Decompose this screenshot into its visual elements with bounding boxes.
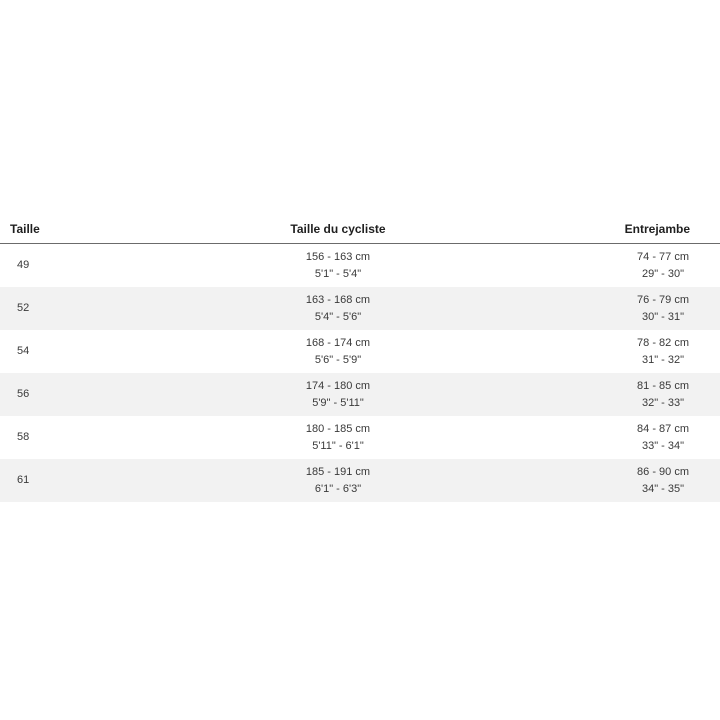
rider-height-cm: 156 - 163 cm bbox=[305, 250, 371, 263]
table-row bbox=[0, 330, 720, 373]
header-size: Taille bbox=[0, 214, 230, 244]
table-row bbox=[0, 244, 720, 288]
table-header-row bbox=[0, 214, 720, 244]
inseam-cm: 78 - 82 cm bbox=[637, 336, 689, 349]
rider-height-ft: 5'6" - 5'9" bbox=[314, 353, 362, 366]
size-chart-table bbox=[0, 214, 720, 502]
size-cell: 58 bbox=[17, 431, 30, 443]
header-rider-height: Taille du cycliste bbox=[230, 214, 446, 244]
rider-height-cell bbox=[230, 244, 446, 288]
rider-height-ft: 6'1" - 6'3" bbox=[314, 482, 362, 495]
size-cell: 49 bbox=[17, 259, 30, 271]
inseam-cm: 81 - 85 cm bbox=[637, 379, 689, 392]
inseam-in: 33" - 34" bbox=[641, 439, 685, 452]
table-row bbox=[0, 373, 720, 416]
table-row bbox=[0, 459, 720, 502]
inseam-cell bbox=[446, 287, 720, 330]
table-row bbox=[0, 287, 720, 330]
rider-height-ft: 5'11" - 6'1" bbox=[312, 439, 364, 452]
rider-height-cell bbox=[230, 287, 446, 330]
inseam-cm: 86 - 90 cm bbox=[637, 465, 689, 478]
size-cell: 61 bbox=[0, 459, 230, 502]
inseam-in: 32" - 33" bbox=[641, 396, 685, 409]
rider-height-cm: 163 - 168 cm bbox=[305, 293, 371, 306]
size-cell: 56 bbox=[0, 373, 230, 416]
inseam-cm: 84 - 87 cm bbox=[637, 422, 689, 435]
inseam-cell bbox=[446, 373, 720, 416]
table-row bbox=[0, 416, 720, 459]
rider-height-cell bbox=[230, 416, 446, 459]
rider-height-cm: 168 - 174 cm bbox=[305, 336, 371, 349]
header-inseam: Entrejambe bbox=[446, 214, 720, 244]
rider-height-cell bbox=[230, 373, 446, 416]
rider-height-ft: 5'1" - 5'4" bbox=[314, 267, 362, 280]
inseam-cm: 76 - 79 cm bbox=[637, 293, 689, 306]
rider-height-cell bbox=[230, 459, 446, 502]
rider-height-cm: 180 - 185 cm bbox=[305, 422, 371, 435]
rider-height-ft: 5'9" - 5'11" bbox=[312, 396, 364, 409]
inseam-cell bbox=[446, 416, 720, 459]
inseam-cell bbox=[446, 459, 720, 502]
rider-height-cm: 185 - 191 cm bbox=[305, 465, 371, 478]
inseam-in: 34" - 35" bbox=[641, 482, 685, 495]
rider-height-cm: 174 - 180 cm bbox=[305, 379, 371, 392]
inseam-in: 29" - 30" bbox=[641, 267, 685, 280]
inseam-in: 30" - 31" bbox=[641, 310, 685, 323]
inseam-cell bbox=[446, 244, 720, 288]
inseam-cm: 74 - 77 cm bbox=[637, 250, 689, 263]
rider-height-ft: 5'4" - 5'6" bbox=[314, 310, 362, 323]
size-cell: 52 bbox=[0, 287, 230, 330]
inseam-in: 31" - 32" bbox=[641, 353, 685, 366]
inseam-cell bbox=[446, 330, 720, 373]
rider-height-cell bbox=[230, 330, 446, 373]
size-cell: 54 bbox=[17, 345, 30, 357]
